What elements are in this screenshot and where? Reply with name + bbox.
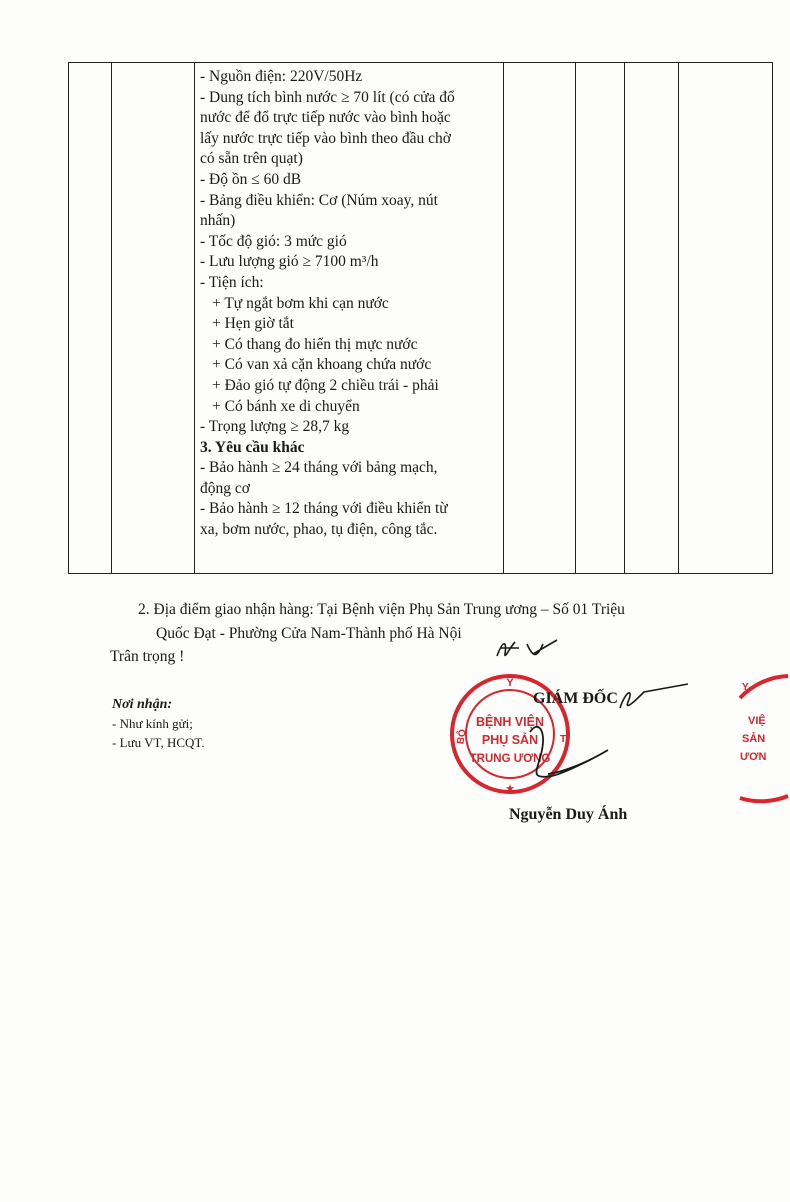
recipients-block	[112, 695, 205, 752]
delivery-line-2: Quốc Đạt - Phường Cửa Nam-Thành phố Hà Nội	[156, 625, 462, 642]
text-line: nước để đổ trực tiếp nước vào bình hoặc	[200, 109, 451, 127]
text-line: - Bảng điều khiển: Cơ (Núm xoay, nút	[200, 191, 438, 209]
text-line: lấy nước trực tiếp vào bình theo đầu chờ	[200, 129, 451, 147]
closing-text: Trân trọng !	[110, 648, 185, 665]
table-row	[69, 63, 773, 574]
initials-signature-icon	[493, 636, 561, 662]
text-line: - Tiện ích:	[200, 273, 264, 291]
delivery-line-1: 2. Địa điểm giao nhận hàng: Tại Bệnh viện Phụ Sản Trung ương – Số 01 Triệu	[138, 601, 625, 618]
text-line: - Bảo hành ≥ 12 tháng với điều khiển từ	[200, 500, 448, 518]
text-line: có sẵn trên quạt)	[200, 150, 303, 168]
text-line: động cơ	[200, 479, 250, 497]
text-line: + Đảo gió tự động 2 chiều trái - phải	[212, 376, 439, 394]
recipients-title: Nơi nhận:	[112, 697, 173, 712]
stamp2-line-1: VIỆ	[748, 715, 766, 727]
signer-title: GIÁM ĐỐC	[533, 690, 618, 707]
table-cell-name	[112, 63, 195, 574]
stamp2-line-3: ƯƠN	[740, 751, 767, 763]
text-line: - Bảo hành ≥ 24 tháng với bảng mạch,	[200, 459, 438, 477]
warranty-lines	[200, 458, 497, 540]
stamp2-top-text: Y	[742, 682, 749, 693]
utility-lines	[200, 294, 497, 418]
stamp-line-2: PHỤ SẢN	[481, 733, 539, 747]
text-line: + Có thang đo hiển thị mực nước	[212, 335, 418, 353]
text-line: - Nguồn điện: 220V/50Hz	[200, 68, 363, 85]
table-cell-unit	[504, 63, 576, 574]
text-line: + Tự ngắt bơm khi cạn nước	[212, 294, 389, 312]
other-requirements-heading: 3. Yêu cầu khác	[200, 438, 305, 456]
table-cell-price	[625, 63, 679, 574]
table-cell-stt	[69, 63, 112, 574]
delivery-location	[138, 598, 728, 646]
signer-name: Nguyễn Duy Ánh	[509, 806, 628, 823]
partial-stamp-icon	[730, 668, 790, 808]
spec-lines	[200, 67, 497, 294]
text-line: - Lưu lượng gió ≥ 7100 m³/h	[200, 253, 379, 271]
stamp-top-text: Y	[506, 677, 514, 689]
stamp-line-3: TRUNG ƯƠNG	[469, 753, 551, 765]
text-line: - Dung tích bình nước ≥ 70 lít (có cửa đổ	[200, 88, 455, 106]
text-line: xa, bơm nước, phao, tụ điện, công tắc.	[200, 521, 438, 539]
text-line: - Độ ồn ≤ 60 dB	[200, 170, 302, 188]
text-line: - Tốc độ gió: 3 mức gió	[200, 232, 347, 250]
stamp2-line-2: SẢN	[742, 733, 766, 745]
table-cell-spec	[195, 63, 504, 574]
text-line: + Có van xả cặn khoang chứa nước	[212, 356, 432, 374]
text-line: nhấn)	[200, 212, 236, 230]
stamp-star: ★	[505, 782, 515, 795]
text-line: + Hẹn giờ tắt	[212, 315, 294, 333]
text-line: + Có bánh xe di chuyển	[212, 397, 360, 415]
recipient-item: - Lưu VT, HCQT.	[112, 735, 205, 750]
recipient-item: - Như kính gửi;	[112, 716, 193, 731]
stamp-right-text: T	[560, 734, 567, 745]
table-cell-total	[679, 63, 773, 574]
stamp-line-1: BỆNH VIỆN	[475, 715, 545, 729]
weight-line: - Trọng lượng ≥ 28,7 kg	[200, 418, 350, 436]
spec-table	[68, 62, 773, 574]
table-cell-qty	[576, 63, 625, 574]
stamp-left-text: BỘ	[455, 728, 469, 746]
